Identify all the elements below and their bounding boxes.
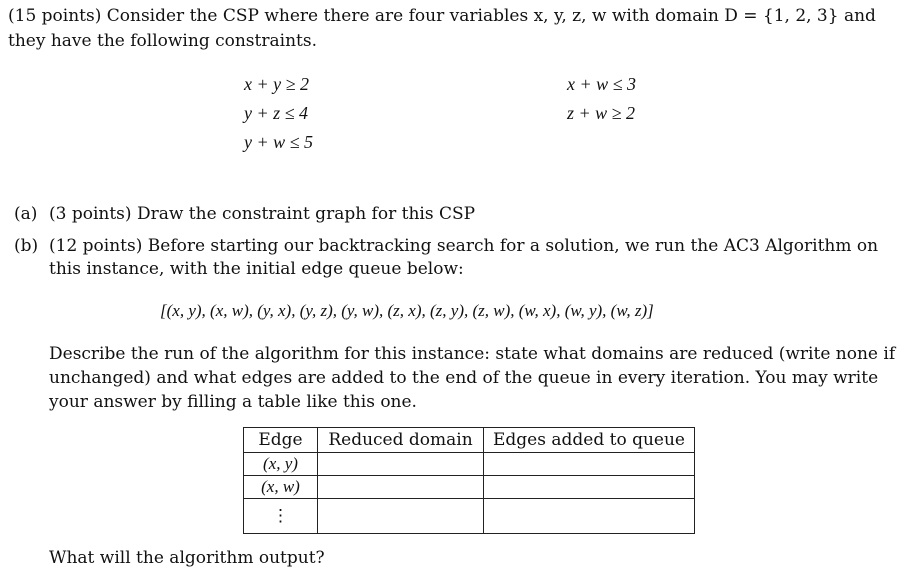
row-domain-cell (318, 476, 484, 499)
header-edges-added: Edges added to queue (484, 428, 695, 453)
table-row (244, 476, 695, 499)
ac3-table (243, 427, 695, 534)
row-edges-cell (484, 476, 695, 499)
constraint-x-plus-y: x + y ≥ 2 (244, 74, 310, 94)
describe-line-1: Describe the run of the algorithm for this instance: state what domains are reduced (write none if (49, 344, 896, 364)
row-edge-cell: (x, y) (244, 453, 318, 476)
row-domain-cell (318, 499, 484, 534)
edge-queue: [(x, y), (x, w), (y, x), (y, z), (y, w), (z, x), (z, y), (z, w), (w, x), (w, y), (w, z)] (160, 301, 654, 320)
part-a-text: (3 points) Draw the constraint graph for this CSP (49, 204, 476, 224)
describe-line-3: your answer by filling a table like this one. (49, 392, 417, 412)
constraint-y-plus-z: y + z ≤ 4 (244, 103, 309, 123)
header-edge: Edge (244, 428, 318, 453)
part-b-line-2: this instance, with the initial edge queue below: (49, 259, 464, 279)
constraint-y-plus-w: y + w ≤ 5 (244, 132, 314, 152)
table-header-row (244, 428, 695, 453)
row-edge-cell-dots: ⋮ (244, 499, 318, 534)
row-edges-cell (484, 453, 695, 476)
constraint-x-plus-w: x + w ≤ 3 (567, 74, 637, 94)
row-edge-cell: (x, w) (244, 476, 318, 499)
row-edges-cell (484, 499, 695, 534)
table-row (244, 499, 695, 534)
describe-line-2: unchanged) and what edges are added to the end of the queue in every iteration. You may write (49, 368, 879, 388)
row-domain-cell (318, 453, 484, 476)
intro-line-1: (15 points) Consider the CSP where there are four variables x, y, z, w with domain D = {1, 2, 3} and (8, 6, 876, 26)
part-b-label: (b) (14, 236, 39, 256)
intro-line-2: they have the following constraints. (8, 31, 317, 51)
table-row (244, 453, 695, 476)
header-reduced-domain: Reduced domain (318, 428, 484, 453)
output-question: What will the algorithm output? (49, 548, 325, 568)
part-a-label: (a) (14, 204, 38, 224)
part-b-line-1: (12 points) Before starting our backtracking search for a solution, we run the AC3 Algorithm on (49, 236, 879, 256)
constraint-z-plus-w: z + w ≥ 2 (567, 103, 636, 123)
